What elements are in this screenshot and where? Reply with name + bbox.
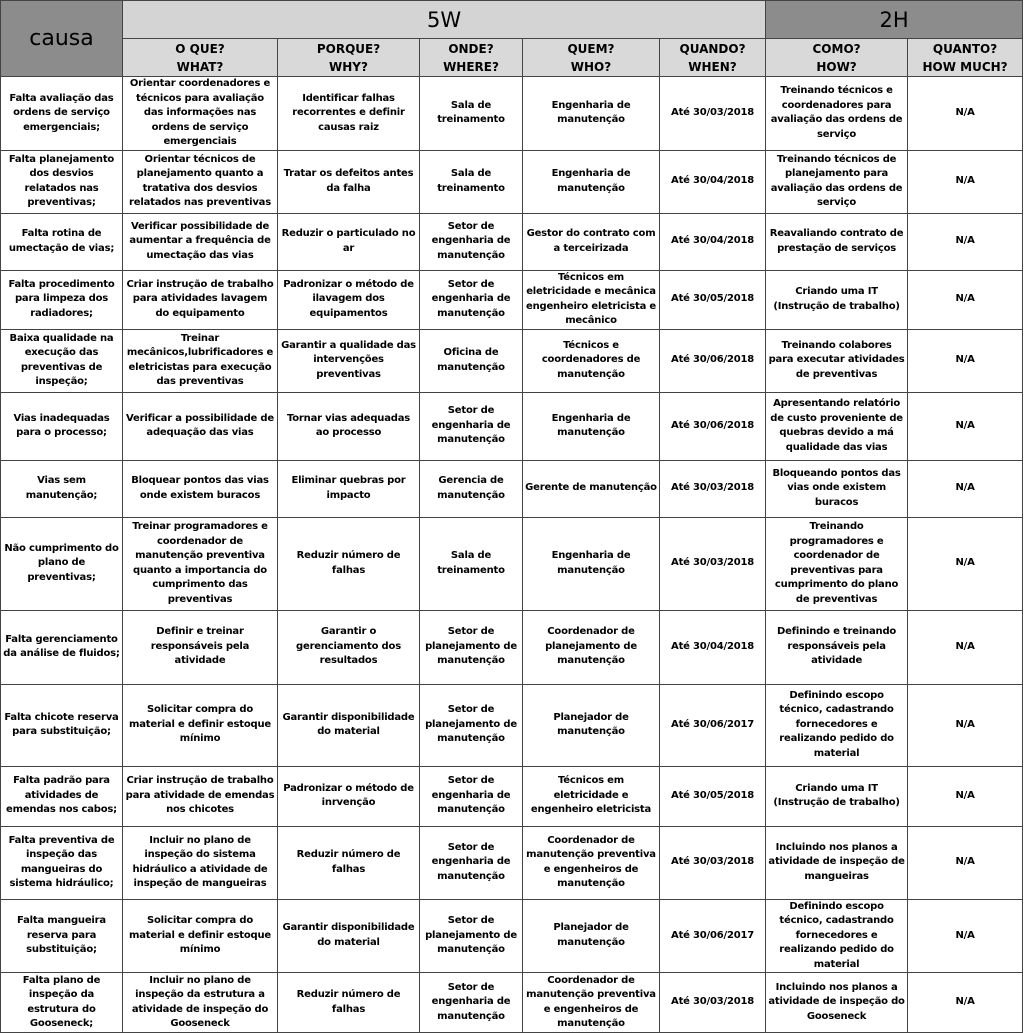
cell-how: Treinando programadores e coordenador de preventivas para cumprimento do plano de preventivas [766,517,908,610]
cell-why: Reduzir o particulado no ar [278,213,420,270]
cell-why: Reduzir número de falhas [278,517,420,610]
column-header-how: COMO? HOW? [766,39,908,77]
cell-how: Reavaliando contrato de prestação de serviços [766,213,908,270]
cell-where: Sala de treinamento [420,77,523,151]
cell-why: Identificar falhas recorrentes e definir causas raiz [278,77,420,151]
cell-why: Eliminar quebras por impacto [278,460,420,517]
cell-causa: Falta mangueira reserva para substituição; [1,899,123,973]
cell-where: Setor de engenharia de manutenção [420,270,523,329]
cell-causa: Falta avaliação das ordens de serviço emergenciais; [1,77,123,151]
cell-what: Definir e treinar responsáveis pela atividade [123,610,278,684]
cell-where: Setor de planejamento de manutenção [420,684,523,766]
cell-why: Padronizar o método de inrvenção [278,766,420,826]
cell-where: Oficina de manutenção [420,329,523,392]
cell-how-much: N/A [908,899,1023,973]
cell-causa: Falta chicote reserva para substituição; [1,684,123,766]
cell-what: Orientar coordenadores e técnicos para avaliação das informações nas ordens de serviço emergenciais [123,77,278,151]
table-row [1,392,1023,460]
cell-where: Setor de engenharia de manutenção [420,826,523,899]
table-row [1,270,1023,329]
cell-when: Até 30/06/2018 [660,392,766,460]
cell-when: Até 30/03/2018 [660,973,766,1033]
cell-who: Técnicos e coordenadores de manutenção [523,329,660,392]
cell-causa: Falta padrão para atividades de emendas nos cabos; [1,766,123,826]
cell-causa: Falta preventiva de inspeção das mangueiras do sistema hidráulico; [1,826,123,899]
cell-what: Criar instrução de trabalho para atividades lavagem do equipamento [123,270,278,329]
table-row [1,329,1023,392]
cell-how: Criando uma IT (Instrução de trabalho) [766,270,908,329]
cell-how-much: N/A [908,77,1023,151]
cell-who: Planejador de manutenção [523,899,660,973]
cell-when: Até 30/03/2018 [660,460,766,517]
cell-what: Incluir no plano de inspeção da estrutura a atividade de inspeção do Gooseneck [123,973,278,1033]
cell-when: Até 30/04/2018 [660,213,766,270]
cell-who: Engenharia de manutenção [523,150,660,213]
table-row [1,973,1023,1033]
table-row [1,826,1023,899]
cell-who: Planejador de manutenção [523,684,660,766]
cell-causa: Falta procedimento para limpeza dos radiadores; [1,270,123,329]
cell-who: Engenharia de manutenção [523,517,660,610]
cell-when: Até 30/06/2017 [660,899,766,973]
cell-how-much: N/A [908,460,1023,517]
cell-who: Coordenador de manutenção preventiva e engenheiros de manutenção [523,973,660,1033]
cell-when: Até 30/03/2018 [660,517,766,610]
cell-how-much: N/A [908,270,1023,329]
cell-how: Treinando colabores para executar atividades de preventivas [766,329,908,392]
group-header-row [1,1,1023,39]
cell-why: Tornar vias adequadas ao processo [278,392,420,460]
cell-how: Incluindo nos planos a atividade de inspeção do Gooseneck [766,973,908,1033]
cell-what: Solicitar compra do material e definir estoque mínimo [123,899,278,973]
cell-where: Sala de treinamento [420,517,523,610]
cell-what: Treinar mecânicos,lubrificadores e eletricistas para execução das preventivas [123,329,278,392]
cell-how: Definindo e treinando responsáveis pela atividade [766,610,908,684]
cell-why: Garantir a qualidade das intervenções preventivas [278,329,420,392]
cell-when: Até 30/04/2018 [660,150,766,213]
cell-when: Até 30/03/2018 [660,77,766,151]
cell-who: Gerente de manutenção [523,460,660,517]
column-header-when: QUANDO? WHEN? [660,39,766,77]
cell-why: Padronizar o método de ilavagem dos equipamentos [278,270,420,329]
cell-where: Setor de engenharia de manutenção [420,766,523,826]
cell-causa: Não cumprimento do plano de preventivas; [1,517,123,610]
table-row [1,517,1023,610]
column-header-why: PORQUE? WHY? [278,39,420,77]
cell-how-much: N/A [908,392,1023,460]
group-header-5w: 5W [123,1,766,39]
cell-how: Bloqueando pontos das vias onde existem buracos [766,460,908,517]
cell-why: Reduzir número de falhas [278,973,420,1033]
cell-causa: Falta rotina de umectação de vias; [1,213,123,270]
cell-how: Criando uma IT (Instrução de trabalho) [766,766,908,826]
cell-causa: Falta plano de inspeção da estrutura do Gooseneck; [1,973,123,1033]
cell-how: Treinando técnicos e coordenadores para avaliação das ordens de serviço [766,77,908,151]
table-row [1,610,1023,684]
table-row [1,899,1023,973]
cell-what: Incluir no plano de inspeção do sistema hidráulico a atividade de inspeção de mangueiras [123,826,278,899]
cell-what: Bloquear pontos das vias onde existem buracos [123,460,278,517]
cell-who: Coordenador de manutenção preventiva e engenheiros de manutenção [523,826,660,899]
cell-how: Treinando técnicos de planejamento para avaliação das ordens de serviço [766,150,908,213]
cell-where: Setor de planejamento de manutenção [420,899,523,973]
cell-what: Orientar técnicos de planejamento quanto a tratativa dos desvios relatados nas preventivas [123,150,278,213]
cell-how-much: N/A [908,826,1023,899]
cell-where: Setor de engenharia de manutenção [420,392,523,460]
cell-when: Até 30/06/2018 [660,329,766,392]
cell-when: Até 30/05/2018 [660,270,766,329]
cell-how-much: N/A [908,517,1023,610]
cell-why: Garantir disponibilidade do material [278,684,420,766]
cell-why: Tratar os defeitos antes da falha [278,150,420,213]
table-row [1,766,1023,826]
cell-when: Até 30/06/2017 [660,684,766,766]
cell-how: Definindo escopo técnico, cadastrando fornecedores e realizando pedido do material [766,684,908,766]
cell-why: Garantir disponibilidade do material [278,899,420,973]
cell-where: Gerencia de manutenção [420,460,523,517]
cell-causa: Baixa qualidade na execução das preventivas de inspeção; [1,329,123,392]
cell-where: Sala de treinamento [420,150,523,213]
cell-how-much: N/A [908,213,1023,270]
table-row [1,213,1023,270]
cell-what: Verificar a possibilidade de adequação das vias [123,392,278,460]
cell-when: Até 30/03/2018 [660,826,766,899]
table-row [1,150,1023,213]
table-row [1,684,1023,766]
cell-how-much: N/A [908,973,1023,1033]
cell-who: Técnicos em eletricidade e engenheiro eletricista [523,766,660,826]
cell-when: Até 30/05/2018 [660,766,766,826]
cell-causa: Vias sem manutenção; [1,460,123,517]
cell-who: Coordenador de planejamento de manutenção [523,610,660,684]
cell-how: Definindo escopo técnico, cadastrando fornecedores e realizando pedido do material [766,899,908,973]
cell-why: Reduzir número de falhas [278,826,420,899]
cause-column-header: causa [1,1,123,77]
cell-where: Setor de engenharia de manutenção [420,213,523,270]
cell-when: Até 30/04/2018 [660,610,766,684]
cell-what: Criar instrução de trabalho para atividade de emendas nos chicotes [123,766,278,826]
cell-how-much: N/A [908,766,1023,826]
cell-how: Incluindo nos planos a atividade de inspeção de mangueiras [766,826,908,899]
cell-who: Engenharia de manutenção [523,77,660,151]
cell-what: Solicitar compra do material e definir estoque mínimo [123,684,278,766]
cell-why: Garantir o gerenciamento dos resultados [278,610,420,684]
group-header-2h: 2H [766,1,1023,39]
cell-how: Apresentando relatório de custo proveniente de quebras devido a má qualidade das vias [766,392,908,460]
cell-who: Técnicos em eletricidade e mecânica engenheiro eletricista e mecânico [523,270,660,329]
column-header-where: ONDE? WHERE? [420,39,523,77]
cell-how-much: N/A [908,610,1023,684]
cell-who: Engenharia de manutenção [523,392,660,460]
cell-what: Verificar possibilidade de aumentar a frequência de umectação das vias [123,213,278,270]
cell-who: Gestor do contrato com a terceirizada [523,213,660,270]
table-row [1,460,1023,517]
cell-causa: Vias inadequadas para o processo; [1,392,123,460]
column-header-what: O QUE? WHAT? [123,39,278,77]
cell-how-much: N/A [908,329,1023,392]
column-header-how-much: QUANTO? HOW MUCH? [908,39,1023,77]
cell-what: Treinar programadores e coordenador de manutenção preventiva quanto a importancia do cumprimento das preventivas [123,517,278,610]
table-row [1,77,1023,151]
cell-how-much: N/A [908,150,1023,213]
column-header-row [1,39,1023,77]
column-header-who: QUEM? WHO? [523,39,660,77]
cell-where: Setor de planejamento de manutenção [420,610,523,684]
cell-causa: Falta gerenciamento da análise de fluidos; [1,610,123,684]
cell-causa: Falta planejamento dos desvios relatados nas preventivas; [1,150,123,213]
plan-table-body [1,77,1023,1033]
cell-where: Setor de engenharia de manutenção [420,973,523,1033]
cell-how-much: N/A [908,684,1023,766]
